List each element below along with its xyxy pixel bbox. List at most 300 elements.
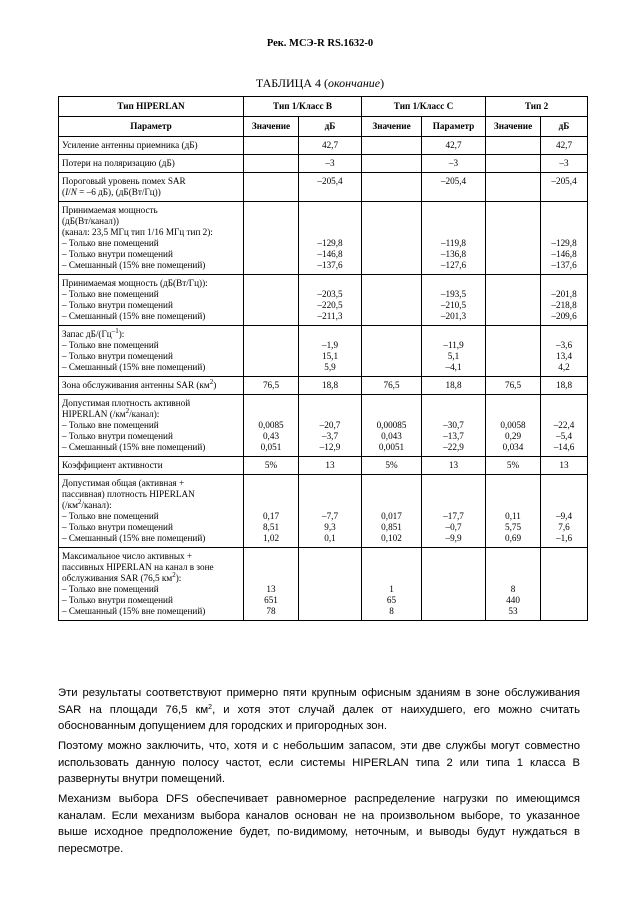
cell-value: –205,4 <box>551 176 577 186</box>
parameter-line: – Только внутри помещений <box>62 522 173 532</box>
cell-value: –136,8 <box>440 249 467 259</box>
value-cell <box>541 275 588 326</box>
cell-value: 53 <box>508 606 518 616</box>
parameter-line: Коэффициент активности <box>62 460 163 470</box>
cell-value: 65 <box>386 595 397 605</box>
cell-value <box>247 329 295 340</box>
value-cell <box>362 137 422 155</box>
table-subheader-row <box>59 117 588 137</box>
value-cell <box>362 173 422 202</box>
cell-value: 13 <box>559 460 569 470</box>
table-title: ТАБЛИЦА 4 (окончание) <box>255 76 385 90</box>
parameter-cell <box>59 173 244 202</box>
table-row <box>59 377 588 395</box>
parameter-line: – Смешанный (15% вне помещений) <box>62 606 206 616</box>
cell-value <box>302 398 358 409</box>
paragraph-1: Эти результаты соответствуют примерно пяти крупным офисным зданиям в зоне обслуживания SAR на площади 76,5 $км^2$, и хотя этот случай далек от наихудшего, его можно считать обоснованным допущением для городских и пригородных зон. <box>58 687 580 733</box>
cell-value: –218,8 <box>551 300 577 310</box>
table-title-text: ТАБЛИЦА 4 <box>255 76 321 90</box>
table-title-suffix: окончание <box>328 76 381 90</box>
cell-value <box>544 478 584 489</box>
value-cell <box>244 395 299 457</box>
parameter-line: Зона обслуживания антенны SAR $(км^2)$ <box>62 378 217 390</box>
cell-value <box>544 398 584 409</box>
parameter-line: Принимаемая мощность <box>62 205 158 215</box>
header-type1-class-c: Тип 1/Класс C <box>362 97 486 117</box>
value-cell <box>299 275 362 326</box>
cell-value: 0,0058 <box>500 420 526 430</box>
cell-value: –201,3 <box>440 311 467 321</box>
cell-value: –11,9 <box>443 340 464 350</box>
table-row <box>59 275 588 326</box>
parameter-line: – Только вне помещений <box>62 289 159 299</box>
cell-value <box>489 551 537 562</box>
parameter-line: Усиление антенны приемника (дБ) <box>62 140 198 150</box>
cell-value: –9,9 <box>445 533 462 543</box>
cell-value <box>247 158 295 169</box>
cell-value: –1,6 <box>555 533 573 543</box>
value-cell <box>299 155 362 173</box>
value-cell <box>299 457 362 475</box>
cell-value <box>489 478 537 489</box>
cell-value: 13 <box>448 460 459 470</box>
value-cell <box>299 202 362 275</box>
table-row <box>59 202 588 275</box>
cell-value <box>544 409 584 420</box>
cell-value <box>365 205 418 216</box>
parameter-line: $(/км^2/канал)$: <box>62 498 112 510</box>
value-cell <box>422 275 486 326</box>
parameter-line: – Только вне помещений <box>62 238 159 248</box>
cell-value: 0,0085 <box>258 420 284 430</box>
cell-value: –210,5 <box>440 300 467 310</box>
value-cell <box>422 137 486 155</box>
cell-value: –12,9 <box>319 442 341 452</box>
cell-value: –3 <box>559 158 569 168</box>
cell-value: –129,8 <box>551 238 577 248</box>
cell-value <box>247 176 295 187</box>
value-cell <box>244 377 299 395</box>
table-row <box>59 326 588 377</box>
table-row <box>59 548 588 621</box>
value-cell <box>244 155 299 173</box>
parameter-line: – Только вне помещений <box>62 511 159 521</box>
cell-value: 13,4 <box>555 351 573 361</box>
cell-value: –3 <box>325 158 335 168</box>
value-cell <box>541 155 588 173</box>
subheader-cell: Параметр <box>422 117 486 137</box>
value-cell <box>244 548 299 621</box>
cell-value: 440 <box>506 595 520 605</box>
cell-value: –211,3 <box>317 311 343 321</box>
cell-value: 42,7 <box>445 140 462 150</box>
value-cell <box>362 457 422 475</box>
cell-value: 0,102 <box>381 533 402 543</box>
parameter-cell <box>59 457 244 475</box>
cell-value <box>425 500 482 511</box>
value-cell <box>299 395 362 457</box>
cell-value <box>365 329 418 340</box>
value-cell <box>362 275 422 326</box>
value-cell <box>362 548 422 621</box>
cell-value: 0,043 <box>381 431 402 441</box>
parameter-cell <box>59 137 244 155</box>
parameter-cell <box>59 377 244 395</box>
cell-value <box>302 478 358 489</box>
parameter-line: Принимаемая мощность (дБ(Вт/Гц)): <box>62 278 208 288</box>
parameter-cell <box>59 275 244 326</box>
cell-value <box>365 409 418 420</box>
parameter-cell <box>59 155 244 173</box>
cell-value: –201,8 <box>551 289 577 299</box>
cell-value: 0,1 <box>324 533 336 543</box>
cell-value: –22,9 <box>443 442 464 452</box>
cell-value <box>247 409 295 420</box>
cell-value: –22,4 <box>553 420 575 430</box>
value-cell <box>244 275 299 326</box>
cell-value: 5,9 <box>324 362 336 372</box>
cell-value: 8 <box>389 606 394 616</box>
cell-value <box>489 562 537 573</box>
cell-value: –3,7 <box>321 431 339 441</box>
cell-value <box>425 478 482 489</box>
cell-value: 1 <box>389 584 394 594</box>
parameter-line: пассивных HIPERLAN на канал в зоне <box>62 562 214 572</box>
value-cell <box>244 202 299 275</box>
value-cell <box>486 377 541 395</box>
subheader-cell: Значение <box>244 117 299 137</box>
value-cell <box>362 155 422 173</box>
parameter-line: – Только внутри помещений <box>62 595 173 605</box>
cell-value: 0,034 <box>502 442 524 452</box>
cell-value: –20,7 <box>319 420 341 430</box>
cell-value: 0,0051 <box>378 442 405 452</box>
value-cell <box>486 202 541 275</box>
subheader-cell: дБ <box>541 117 588 137</box>
cell-value <box>489 573 537 584</box>
cell-value <box>302 227 358 238</box>
value-cell <box>244 137 299 155</box>
parameter-line: HIPERLAN $(/км^2/канал)$: <box>62 407 160 419</box>
cell-value: –4,1 <box>445 362 462 372</box>
cell-value: 0,851 <box>381 522 402 532</box>
value-cell <box>244 475 299 548</box>
cell-value: –5,4 <box>555 431 573 441</box>
cell-value: 4,2 <box>558 362 570 372</box>
table-row <box>59 155 588 173</box>
cell-value <box>247 562 295 573</box>
cell-value <box>247 489 295 500</box>
parameter-line: – Смешанный (15% вне помещений) <box>62 442 206 452</box>
cell-value: 42,7 <box>321 140 339 150</box>
cell-value: 1,02 <box>262 533 280 543</box>
cell-value <box>247 205 295 216</box>
cell-value: –137,6 <box>551 260 577 270</box>
parameter-line: обслуживания SAR (76,5 $км^2$): <box>62 571 182 583</box>
cell-value <box>544 489 584 500</box>
cell-value: 0,17 <box>262 511 280 521</box>
cell-value: 78 <box>266 606 276 616</box>
cell-value <box>425 409 482 420</box>
value-cell <box>299 377 362 395</box>
cell-value <box>489 489 537 500</box>
cell-value <box>425 278 482 289</box>
cell-value <box>365 500 418 511</box>
table-row <box>59 395 588 457</box>
value-cell <box>362 377 422 395</box>
cell-value: –14,6 <box>553 442 575 452</box>
cell-value: –7,7 <box>321 511 339 521</box>
value-cell <box>541 202 588 275</box>
cell-value <box>365 158 418 169</box>
value-cell <box>422 475 486 548</box>
cell-value: 76,5 <box>383 380 400 390</box>
cell-value: –30,7 <box>443 420 464 430</box>
value-cell <box>244 173 299 202</box>
parameter-line: (дБ(Вт/канал)) <box>62 216 119 226</box>
cell-value <box>302 409 358 420</box>
cell-value <box>365 489 418 500</box>
cell-value: 0,69 <box>504 533 522 543</box>
value-cell <box>541 377 588 395</box>
cell-value: –205,4 <box>317 176 343 186</box>
parameter-line: – Только вне помещений <box>62 584 159 594</box>
parameter-cell <box>59 548 244 621</box>
value-cell <box>299 173 362 202</box>
cell-value <box>247 573 295 584</box>
parameter-line: (I/N = –6 дБ), (дБ(Вт/Гц)) <box>62 187 161 197</box>
subheader-cell: Параметр <box>59 117 244 137</box>
value-cell <box>486 548 541 621</box>
parameter-cell <box>59 395 244 457</box>
subheader-cell: Значение <box>362 117 422 137</box>
cell-value <box>425 227 482 238</box>
value-cell <box>422 202 486 275</box>
cell-value <box>302 500 358 511</box>
cell-value: 0,11 <box>505 511 521 521</box>
header-hiperlan-type: Тип HIPERLAN <box>59 97 244 117</box>
cell-value: 651 <box>264 595 278 605</box>
cell-value: –146,8 <box>551 249 577 259</box>
parameter-line: – Только внутри помещений <box>62 351 173 361</box>
cell-value: 0,00085 <box>376 420 407 430</box>
cell-value <box>489 409 537 420</box>
cell-value: 76,5 <box>504 380 522 390</box>
cell-value: 5,75 <box>504 522 522 532</box>
cell-value: 18,8 <box>555 380 573 390</box>
cell-value: 18,8 <box>445 380 462 390</box>
value-cell <box>486 395 541 457</box>
cell-value <box>425 551 482 562</box>
cell-value: –3,6 <box>555 340 573 350</box>
cell-value <box>365 478 418 489</box>
value-cell <box>486 326 541 377</box>
paragraph-3: Механизм выбора DFS обеспечивает равномерное распределение нагрузки по имеющимся каналам. Если механизм выбора каналов основан не на произвольном выборе, то указанное выше исходное предположение будет, по-видимому, неточным, и выводы будут нуждаться в пересмотре. <box>58 793 580 855</box>
value-cell <box>299 137 362 155</box>
cell-value <box>302 551 358 562</box>
cell-value <box>365 140 418 151</box>
parameter-line: пассивная) плотность HIPERLAN <box>62 489 195 499</box>
table-row <box>59 475 588 548</box>
table-row <box>59 137 588 155</box>
cell-value: –193,5 <box>440 289 467 299</box>
value-cell <box>541 173 588 202</box>
page-header: Рек. МСЭ-R RS.1632-0 <box>266 38 374 49</box>
cell-value: 9,3 <box>324 522 336 532</box>
cell-value: 5% <box>506 460 520 470</box>
value-cell <box>422 377 486 395</box>
cell-value <box>544 551 584 562</box>
cell-value <box>489 329 537 340</box>
value-cell <box>486 457 541 475</box>
parameter-line: – Только внутри помещений <box>62 249 173 259</box>
value-cell <box>486 155 541 173</box>
cell-value: 0,43 <box>262 431 280 441</box>
cell-value: 0,29 <box>504 431 522 441</box>
value-cell <box>362 202 422 275</box>
paragraph-2: Поэтому можно заключить, что, хотя и с небольшим запасом, эти две службы могут совместно использовать данную полосу частот, если системы HIPERLAN типа 2 или типа 1 класса B развернуты внутри помещений. <box>58 740 580 786</box>
value-cell <box>362 475 422 548</box>
cell-value <box>302 216 358 227</box>
cell-value <box>247 551 295 562</box>
cell-value <box>544 205 584 216</box>
cell-value: –203,5 <box>317 289 343 299</box>
value-cell <box>422 548 486 621</box>
cell-value: 13 <box>325 460 335 470</box>
cell-value <box>365 278 418 289</box>
cell-value: –146,8 <box>317 249 343 259</box>
table-row <box>59 173 588 202</box>
table-row <box>59 457 588 475</box>
cell-value <box>489 205 537 216</box>
parameter-line: Допустимая плотность активной <box>62 398 191 408</box>
cell-value <box>425 205 482 216</box>
cell-value <box>425 216 482 227</box>
parameter-cell <box>59 202 244 275</box>
cell-value <box>489 278 537 289</box>
data-table <box>58 96 588 621</box>
cell-value <box>489 158 537 169</box>
value-cell <box>422 155 486 173</box>
cell-value <box>489 140 537 151</box>
cell-value <box>247 140 295 151</box>
cell-value: 5,1 <box>447 351 460 361</box>
cell-value <box>365 551 418 562</box>
parameter-cell <box>59 475 244 548</box>
cell-value: –209,6 <box>551 311 577 321</box>
value-cell <box>541 395 588 457</box>
cell-value <box>247 500 295 511</box>
value-cell <box>486 275 541 326</box>
parameter-line: – Смешанный (15% вне помещений) <box>62 311 206 321</box>
cell-value: –13,7 <box>443 431 464 441</box>
cell-value: –129,8 <box>317 238 343 248</box>
cell-value <box>544 329 584 340</box>
cell-value <box>247 478 295 489</box>
cell-value <box>302 278 358 289</box>
cell-value: –3 <box>448 158 459 168</box>
cell-value: 7,6 <box>558 522 570 532</box>
parameter-line: – Смешанный (15% вне помещений) <box>62 533 206 543</box>
cell-value <box>425 398 482 409</box>
cell-value: –119,8 <box>441 238 466 248</box>
parameter-cell <box>59 326 244 377</box>
cell-value: 0,017 <box>381 511 402 521</box>
cell-value <box>302 489 358 500</box>
table-header-row <box>59 97 588 117</box>
cell-value <box>365 562 418 573</box>
parameter-line: – Только вне помещений <box>62 420 159 430</box>
cell-value <box>302 329 358 340</box>
cell-value: –220,5 <box>317 300 343 310</box>
value-cell <box>299 475 362 548</box>
cell-value <box>247 398 295 409</box>
subheader-cell: дБ <box>299 117 362 137</box>
cell-value <box>302 205 358 216</box>
value-cell <box>244 457 299 475</box>
cell-value: 15,1 <box>321 351 339 361</box>
cell-value: –0,7 <box>445 522 462 532</box>
cell-value <box>365 573 418 584</box>
cell-value: –17,7 <box>443 511 464 521</box>
value-cell <box>541 137 588 155</box>
parameter-line: – Смешанный (15% вне помещений) <box>62 260 206 270</box>
value-cell <box>362 326 422 377</box>
cell-value: 5% <box>385 460 398 470</box>
cell-value <box>425 329 482 340</box>
value-cell <box>486 475 541 548</box>
value-cell <box>486 137 541 155</box>
parameter-line: Допустимая общая (активная + <box>62 478 185 488</box>
cell-value: –127,6 <box>440 260 467 270</box>
cell-value <box>489 500 537 511</box>
value-cell <box>541 475 588 548</box>
value-cell <box>541 548 588 621</box>
header-type2: Тип 2 <box>486 97 588 117</box>
value-cell <box>299 326 362 377</box>
value-cell <box>422 173 486 202</box>
cell-value <box>544 227 584 238</box>
parameter-line: (канал: 23,5 МГц тип 1/16 МГц тип 2): <box>62 227 213 237</box>
cell-value: 76,5 <box>262 380 280 390</box>
parameter-line: – Только вне помещений <box>62 340 159 350</box>
cell-value <box>544 278 584 289</box>
value-cell <box>362 395 422 457</box>
cell-value <box>425 489 482 500</box>
value-cell <box>541 457 588 475</box>
cell-value: –1,9 <box>321 340 339 350</box>
cell-value: –9,4 <box>555 511 573 521</box>
cell-value: 5% <box>264 460 278 470</box>
cell-value <box>365 176 418 187</box>
value-cell <box>486 173 541 202</box>
value-cell <box>422 326 486 377</box>
cell-value: 8 <box>510 584 516 594</box>
cell-value: 18,8 <box>321 380 339 390</box>
cell-value <box>489 398 537 409</box>
subheader-cell: Значение <box>486 117 541 137</box>
parameter-line: – Только внутри помещений <box>62 431 173 441</box>
value-cell <box>299 548 362 621</box>
cell-value: 8,51 <box>262 522 280 532</box>
cell-value: 42,7 <box>555 140 573 150</box>
parameter-line: Запас $дБ/(Гц^{-1})$: <box>62 327 125 339</box>
parameter-line: – Только внутри помещений <box>62 300 173 310</box>
parameter-line: Пороговый уровень помех SAR <box>62 176 186 186</box>
cell-value <box>544 216 584 227</box>
value-cell <box>541 326 588 377</box>
value-cell <box>422 395 486 457</box>
